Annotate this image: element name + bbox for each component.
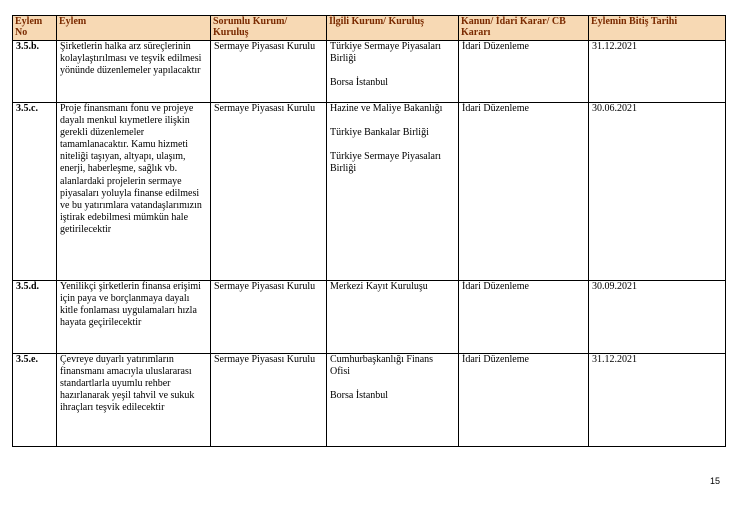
table-row — [13, 41, 726, 103]
decision-type: İdari Düzenleme — [459, 281, 589, 354]
responsible-org: Sermaye Piyasası Kurulu — [211, 354, 327, 447]
table-row — [13, 354, 726, 447]
end-date: 30.09.2021 — [589, 281, 726, 354]
action-code: 3.5.e. — [13, 354, 57, 447]
related-orgs — [327, 41, 459, 103]
related-orgs — [327, 281, 459, 354]
end-date: 30.06.2021 — [589, 103, 726, 281]
responsible-org: Sermaye Piyasası Kurulu — [211, 281, 327, 354]
table-row — [13, 103, 726, 281]
header-action-no: Eylem No — [13, 16, 57, 41]
action-text: Çevreye duyarlı yatırımların finansmanı amacıyla uluslararası standartlarla uyumlu rehber hazırlanarak yeşil tahvil ve sukuk ihraçları teşvik edilecektir — [57, 354, 211, 447]
header-action: Eylem — [57, 16, 211, 41]
related-org: Hazine ve Maliye Bakanlığı — [330, 103, 443, 114]
header-responsible: Sorumlu Kurum/ Kuruluş — [211, 16, 327, 41]
header-end-date: Eylemin Bitiş Tarihi — [589, 16, 726, 41]
decision-type: İdari Düzenleme — [459, 354, 589, 447]
end-date: 31.12.2021 — [589, 41, 726, 103]
action-plan-table — [12, 15, 726, 447]
action-text: Şirketlerin halka arz süreçlerinin kolaylaştırılması ve teşvik edilmesi yönünde düzenlemeler yapılacaktır — [57, 41, 211, 103]
related-orgs — [327, 354, 459, 447]
action-code: 3.5.d. — [13, 281, 57, 354]
related-org: Borsa İstanbul — [330, 77, 389, 89]
responsible-org: Sermaye Piyasası Kurulu — [211, 41, 327, 103]
related-org: Cumhurbaşkanlığı Finans Ofisi — [330, 354, 434, 378]
action-text: Yenilikçi şirketlerin finansa erişimi için paya ve borçlanmaya dayalı kitle fonlaması uygulamaları hızla hayata geçirilecektir — [57, 281, 211, 354]
related-org: Türkiye Sermaye Piyasaları Birliği — [330, 41, 442, 65]
action-code: 3.5.c. — [13, 103, 57, 281]
related-org: Merkezi Kayıt Kuruluşu — [330, 281, 428, 292]
table-header-row — [13, 16, 726, 41]
page-number: 15 — [710, 476, 721, 486]
related-org: Türkiye Bankalar Birliği — [330, 127, 429, 139]
decision-type: İdari Düzenleme — [459, 103, 589, 281]
end-date: 31.12.2021 — [589, 354, 726, 447]
table-row — [13, 281, 726, 354]
responsible-org: Sermaye Piyasası Kurulu — [211, 103, 327, 281]
related-orgs — [327, 103, 459, 281]
decision-type: İdari Düzenleme — [459, 41, 589, 103]
related-org: Borsa İstanbul — [330, 390, 389, 402]
action-code: 3.5.b. — [13, 41, 57, 103]
header-decision-type: Kanun/ İdari Karar/ CB Kararı — [459, 16, 589, 41]
action-text: Proje finansmanı fonu ve projeye dayalı menkul kıymetlere ilişkin gerekli düzenlemeler tamamlanacaktır. Kamu hizmeti niteliği taşıyan, altyapı, ulaşım, enerji, haberleşme, sağlık vb. alanlardaki projelerin sermaye piyasaları yoluyla finanse edilmesi ve bu yatırımlara vatandaşlarımızın iştirak edebilmesi mümkün hale getirilecektir — [57, 103, 211, 281]
header-related: İlgili Kurum/ Kuruluş — [327, 16, 459, 41]
related-org: Türkiye Sermaye Piyasaları Birliği — [330, 151, 442, 175]
